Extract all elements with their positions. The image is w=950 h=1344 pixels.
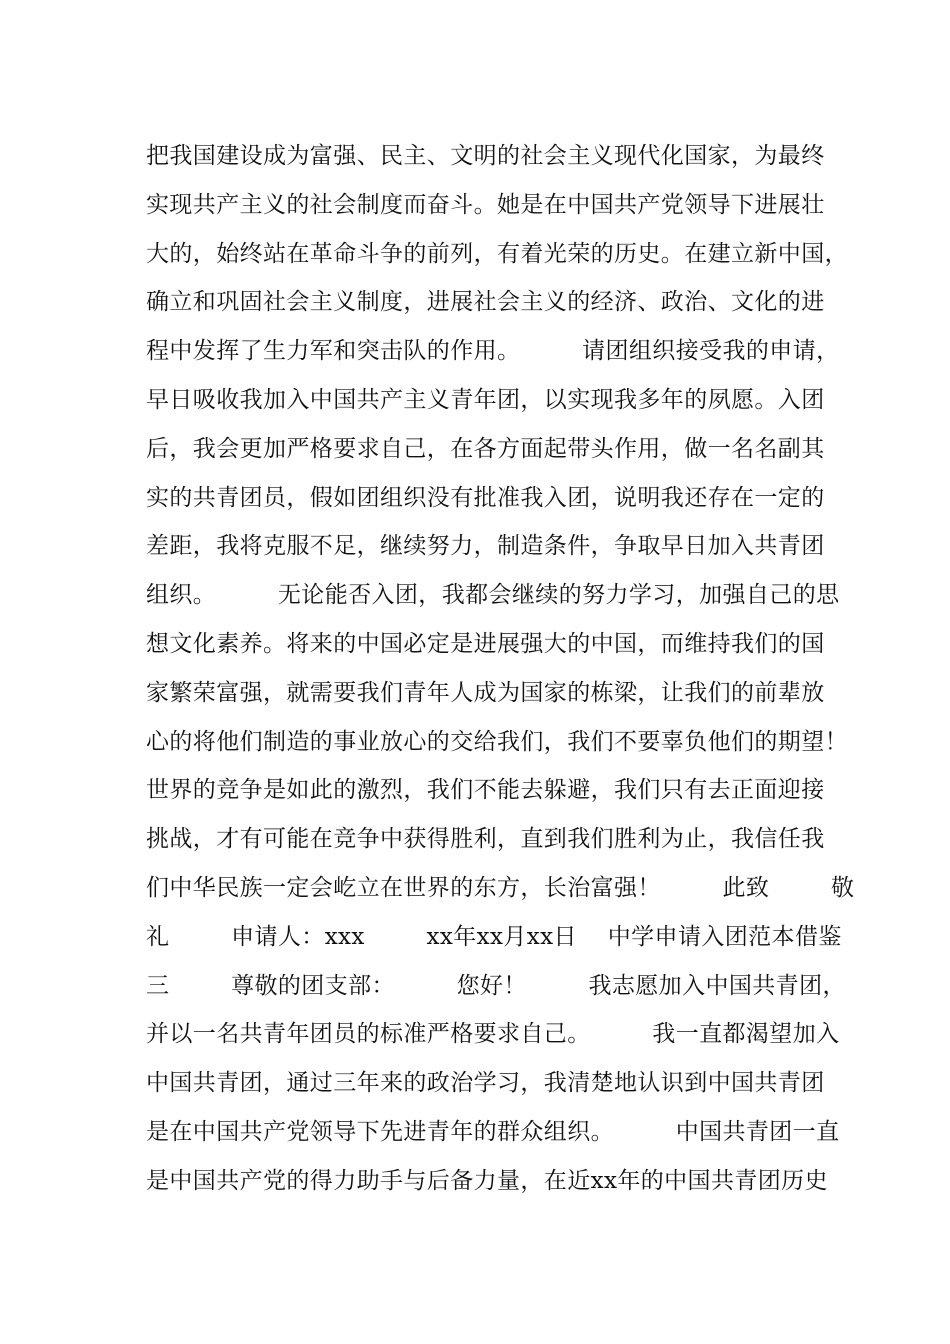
text-line: 家繁荣富强，就需要我们青年人成为国家的栋梁，让我们的前辈放 xyxy=(146,679,825,706)
text-line: 想文化素养。将来的中国必定是进展强大的中国，而维持我们的国 xyxy=(146,630,825,657)
text-line: 三 尊敬的团支部： 您好！ 我志愿加入中国共青团， xyxy=(146,972,846,999)
text-line: 把我国建设成为富强、民主、文明的社会主义现代化国家，为最终 xyxy=(146,143,825,169)
text-line: 程中发挥了生力军和突击队的作用。 请团组织接受我的申请， xyxy=(146,338,840,365)
text-line: 早日吸收我加入中国共产主义青年团，以实现我多年的夙愿。入团 xyxy=(146,386,825,413)
text-line: 组织。 无论能否入团，我都会继续的努力学习，加强自己的思 xyxy=(146,582,840,609)
text-line: 差距，我将克服不足，继续努力，制造条件，争取早日加入共青团 xyxy=(146,533,825,560)
text-line: 中国共青团，通过三年来的政治学习，我清楚地认识到中国共青团 xyxy=(146,1070,825,1097)
text-line: 是中国共产党的得力助手与后备力量，在近xx年的中国共青团历史 xyxy=(146,1167,828,1194)
text-line: 们中华民族一定会屹立在世界的东方，长治富强！ 此致 敬 xyxy=(146,874,855,901)
text-line: 是在中国共产党领导下先进青年的群众组织。 中国共青团一直 xyxy=(146,1118,840,1145)
text-line: 世界的竞争是如此的激烈，我们不能去躲避，我们只有去正面迎接 xyxy=(146,777,825,804)
text-line: 挑战，才有可能在竞争中获得胜利，直到我们胜利为止，我信任我 xyxy=(146,826,825,853)
text-line: 实的共青团员，假如团组织没有批准我入团，说明我还存在一定的 xyxy=(146,484,825,511)
text-line: 大的，始终站在革命斗争的前列，有着光荣的历史。在建立新中国， xyxy=(146,240,848,267)
text-line: 实现共产主义的社会制度而奋斗。她是在中国共产党领导下进展壮 xyxy=(146,191,825,218)
text-line: 后，我会更加严格要求自己，在各方面起带头作用，做一名名副其 xyxy=(146,435,825,462)
text-line: 并以一名共青年团员的标准严格要求自己。 我一直都渴望加入 xyxy=(146,1021,840,1048)
text-line: 礼 申请人：xxx xx年xx月xx日 中学申请入团范本借鉴 xyxy=(146,923,842,950)
text-line: 确立和巩固社会主义制度，进展社会主义的经济、政治、文化的进 xyxy=(146,289,825,316)
body-text xyxy=(146,132,855,1206)
text-line: 心的将他们制造的事业放心的交给我们，我们不要辜负他们的期望！ xyxy=(146,728,848,755)
